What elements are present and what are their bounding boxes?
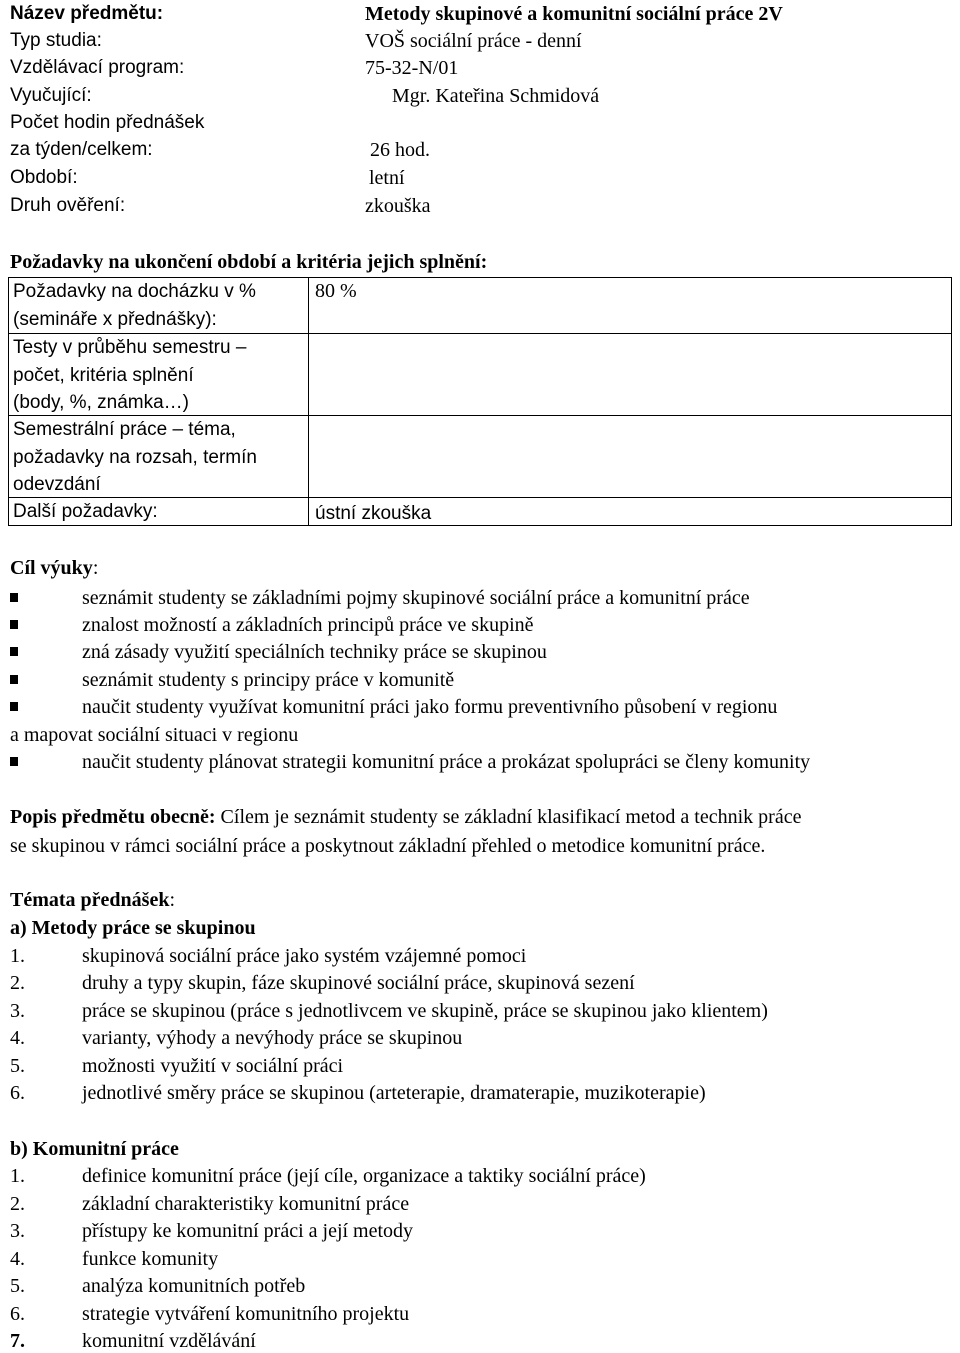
list-item-continuation: a mapovat sociální situaci v regionu: [10, 724, 299, 746]
list-item: skupinová sociální práce jako systém vzájemné pomoci: [82, 945, 527, 967]
list-item: seznámit studenty se základními pojmy skupinové sociální práce a komunitní práce: [82, 587, 750, 609]
list-item-number: 6.: [10, 1082, 25, 1104]
hours-value: 26 hod.: [370, 139, 430, 161]
list-item-number: 2.: [10, 1193, 25, 1215]
requirements-heading: Požadavky na ukončení období a kritéria jejich splnění:: [10, 251, 488, 273]
program-label: Vzdělávací program:: [10, 57, 185, 78]
bullet-icon: [10, 675, 18, 684]
bullet-icon: [10, 620, 18, 629]
period-value: letní: [369, 167, 405, 189]
bullet-icon: [10, 647, 18, 656]
teacher-value: Mgr. Kateřina Schmidová: [392, 85, 600, 107]
list-item: zná zásady využití speciálních techniky práce se skupinou: [82, 641, 547, 663]
list-item: naučit studenty plánovat strategii komunitní práce a prokázat spolupráci se členy komunity: [82, 751, 811, 773]
study-type-label: Typ studia:: [10, 30, 102, 51]
list-item-number: 7.: [10, 1330, 25, 1352]
period-label: Období:: [10, 167, 78, 188]
list-item-number: 3.: [10, 1000, 25, 1022]
study-type-value: VOŠ sociální práce - denní: [365, 30, 582, 52]
hours-label-line2: za týden/celkem:: [10, 139, 153, 160]
other-requirements-value: ústní zkouška: [315, 503, 432, 524]
topics-heading-bold: Témata přednášek: [10, 889, 170, 911]
bullet-icon: [10, 702, 18, 711]
semestral-work-label: Semestrální práce – téma, požadavky na rozsah, termín odevzdání: [13, 419, 257, 495]
section-a-title: a) Metody práce se skupinou: [10, 917, 256, 939]
description-label: Popis předmětu obecně:: [10, 806, 216, 828]
list-item: možnosti využití v sociální práci: [82, 1055, 344, 1077]
description-line-1: [10, 805, 801, 829]
list-item: základní charakteristiky komunitní práce: [82, 1193, 410, 1215]
teacher-label: Vyučující:: [10, 85, 92, 106]
section-b-title: b) Komunitní práce: [10, 1138, 179, 1160]
program-value: 75-32-N/01: [365, 57, 459, 79]
description-text: Cílem je seznámit studenty se základní klasifikací metod a technik práce: [215, 806, 802, 828]
list-item: naučit studenty využívat komunitní práci jako formu preventivního působení v regionu: [82, 696, 778, 718]
attendance-value: 80 %: [315, 280, 357, 302]
bullet-icon: [10, 593, 18, 602]
hours-label-line1: Počet hodin přednášek: [10, 112, 205, 133]
verification-label: Druh ověření:: [10, 195, 126, 216]
list-item: strategie vytváření komunitního projektu: [82, 1303, 410, 1325]
bullet-icon: [10, 757, 18, 766]
topics-heading-colon: :: [169, 889, 176, 911]
list-item-number: 4.: [10, 1027, 25, 1049]
list-item: jednotlivé směry práce se skupinou (arteterapie, dramaterapie, muzikoterapie): [82, 1082, 706, 1104]
goals-heading-bold: Cíl výuky: [10, 557, 93, 579]
topics-heading: [10, 888, 175, 912]
list-item-number: 3.: [10, 1220, 25, 1242]
list-item: práce se skupinou (práce s jednotlivcem ve skupině, práce se skupinou jako klientem): [82, 1000, 768, 1022]
list-item-number: 5.: [10, 1275, 25, 1297]
list-item-number: 2.: [10, 972, 25, 994]
list-item: druhy a typy skupin, fáze skupinové sociální práce, skupinová sezení: [82, 972, 635, 994]
course-name-label: Název předmětu:: [10, 3, 164, 24]
course-name-value: Metody skupinové a komunitní sociální práce 2V: [365, 3, 783, 25]
goals-heading-colon: :: [92, 557, 99, 579]
other-requirements-label: Další požadavky:: [13, 501, 158, 522]
table-column-divider: [308, 278, 309, 525]
goals-heading: [10, 556, 98, 580]
list-item-number: 5.: [10, 1055, 25, 1077]
list-item: přístupy ke komunitní práci a její metody: [82, 1220, 414, 1242]
list-item-number: 1.: [10, 1165, 25, 1187]
list-item: funkce komunity: [82, 1248, 219, 1270]
list-item-number: 4.: [10, 1248, 25, 1270]
list-item: znalost možností a základních principů práce ve skupině: [82, 614, 534, 636]
list-item: varianty, výhody a nevýhody práce se skupinou: [82, 1027, 463, 1049]
list-item: analýza komunitních potřeb: [82, 1275, 306, 1297]
attendance-label: Požadavky na docházku v % (semináře x přednášky):: [13, 281, 256, 330]
list-item-number: 1.: [10, 945, 25, 967]
description-line-2: se skupinou v rámci sociální práce a poskytnout základní přehled o metodice komunitní práce.: [10, 835, 766, 857]
list-item: seznámit studenty s principy práce v komunitě: [82, 669, 455, 691]
list-item-number: 6.: [10, 1303, 25, 1325]
verification-value: zkouška: [365, 195, 431, 217]
tests-label: Testy v průběhu semestru – počet, kritéria splnění (body, %, známka…): [13, 337, 247, 413]
requirements-table: [8, 277, 952, 526]
list-item: komunitní vzdělávání: [82, 1330, 256, 1352]
list-item: definice komunitní práce (její cíle, organizace a taktiky sociální práce): [82, 1165, 646, 1187]
